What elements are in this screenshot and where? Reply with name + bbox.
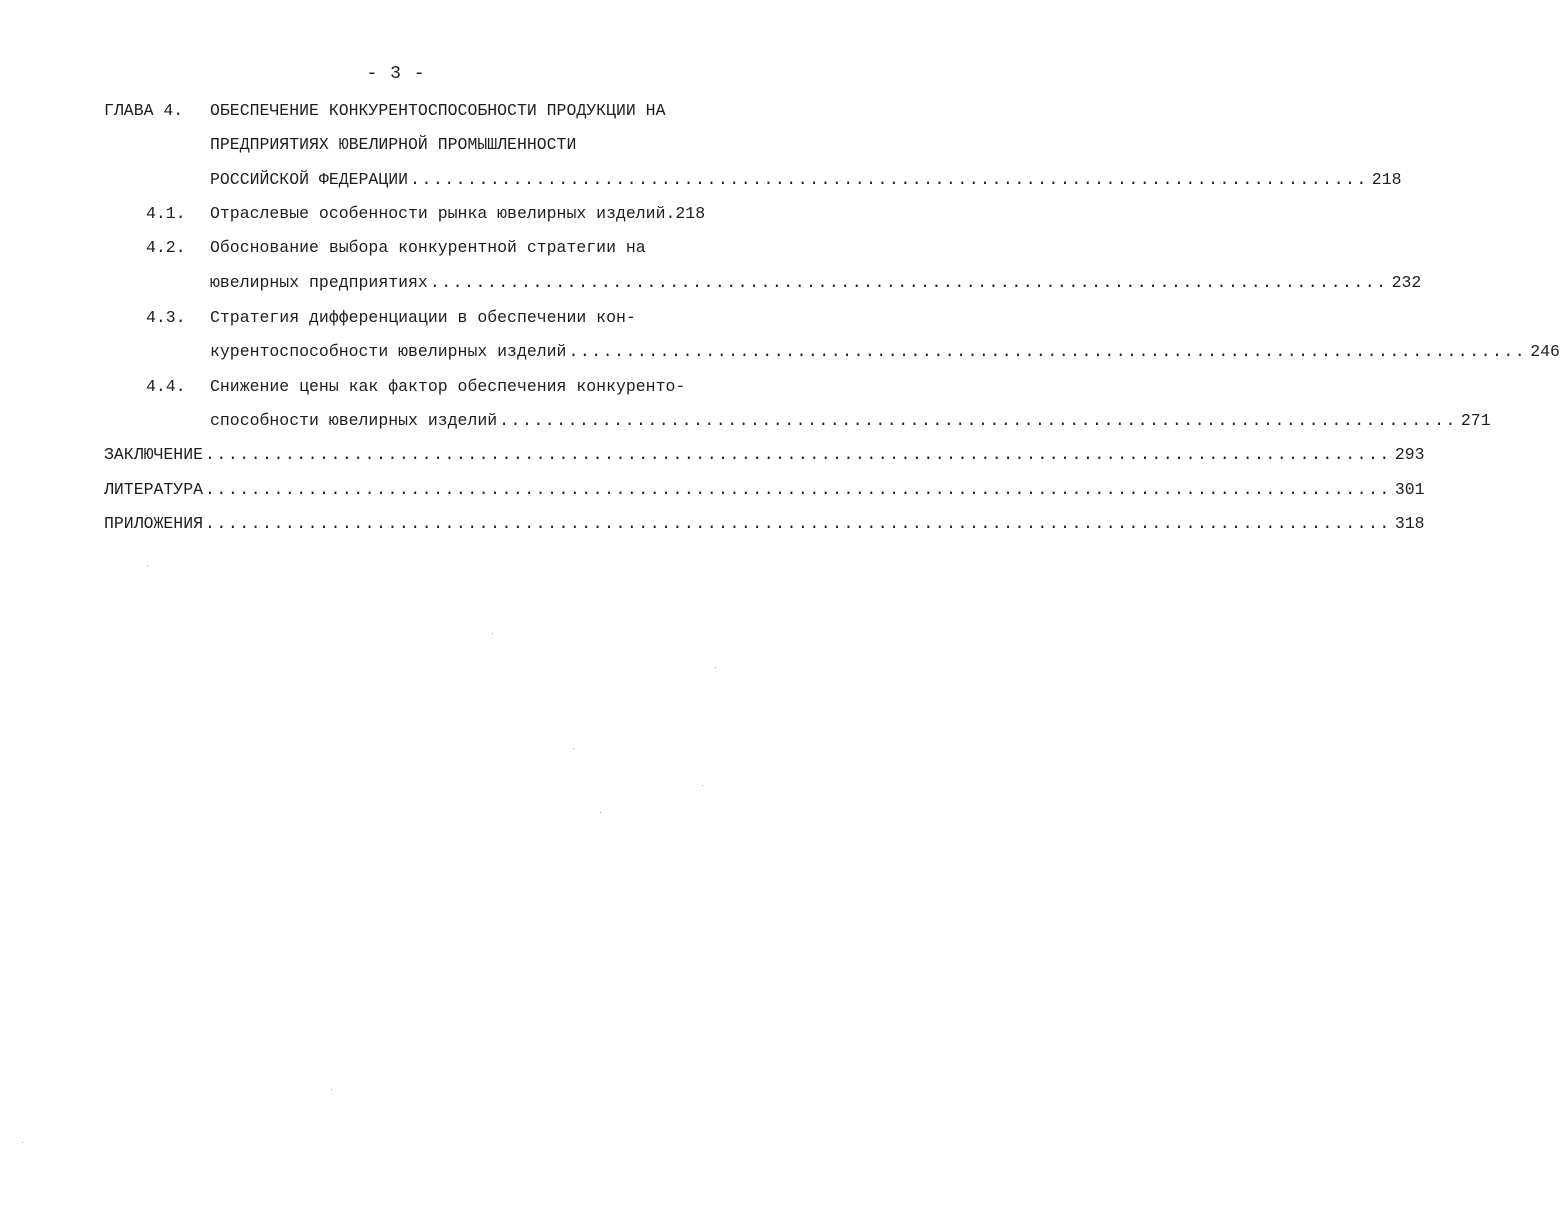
scan-speck: [147, 565, 148, 566]
back-matter-page: 301: [1394, 480, 1425, 499]
section-page: 218: [675, 204, 706, 223]
scan-speck: [331, 1089, 332, 1090]
toc-row-conclusion: [104, 441, 1425, 469]
section-page: 271: [1460, 411, 1491, 430]
back-matter-label: ЗАКЛЮЧЕНИЕ: [104, 445, 204, 464]
section-toc-row: [210, 407, 1491, 435]
dot-leader: ........................................................................................................: [205, 480, 1391, 499]
dot-leader: ....................................................................................: [410, 170, 1368, 189]
chapter-title-line-3: РОССИЙСКОЙ ФЕДЕРАЦИИ: [210, 170, 409, 189]
chapter-title-line-1: ОБЕСПЕЧЕНИЕ КОНКУРЕНТОСПОСОБНОСТИ ПРОДУКЦИИ НА: [210, 101, 666, 120]
scan-speck: [573, 748, 574, 749]
dot-leader: ....................................................................................: [568, 342, 1527, 361]
section-title: Отраслевые особенности рынка ювелирных изделий.: [210, 204, 676, 223]
section-title-line-2: ювелирных предприятиях: [210, 273, 428, 292]
dot-leader: ........................................................................................................: [205, 445, 1391, 464]
back-matter-page: 293: [1394, 445, 1425, 464]
section-number: 4.2.: [146, 238, 186, 257]
chapter-title-line-2: ПРЕДПРИЯТИЯХ ЮВЕЛИРНОЙ ПРОМЫШЛЕННОСТИ: [210, 135, 577, 154]
section-title-line-2: курентоспособности ювелирных изделий: [210, 342, 567, 361]
section-title-line-1: Обоснование выбора конкурентной стратегии на: [210, 238, 646, 257]
back-matter-label: ПРИЛОЖЕНИЯ: [104, 514, 204, 533]
section-toc-row: [210, 338, 1560, 366]
section-toc-row: [210, 269, 1422, 297]
section-number: 4.3.: [146, 308, 186, 327]
chapter-label: ГЛАВА 4.: [104, 101, 184, 120]
page-number: - 3 -: [366, 64, 426, 84]
chapter-page: 218: [1371, 170, 1402, 189]
scan-speck: [22, 1142, 23, 1143]
chapter-toc-row: [210, 166, 1402, 194]
section-title-line-2: способности ювелирных изделий: [210, 411, 498, 430]
dot-leader: ....................................................................................: [429, 273, 1388, 292]
section-number: 4.4.: [146, 377, 186, 396]
back-matter-label: ЛИТЕРАТУРА: [104, 480, 204, 499]
section-page: 232: [1391, 273, 1422, 292]
scan-speck: [702, 785, 703, 786]
scan-speck: [492, 633, 493, 634]
section-title-line-1: Стратегия дифференциации в обеспечении кон-: [210, 308, 636, 327]
section-page: 246: [1530, 342, 1560, 361]
toc-row-literature: [104, 476, 1425, 504]
section-number: 4.1.: [146, 204, 186, 223]
section-title-line-1: Снижение цены как фактор обеспечения конкуренто-: [210, 377, 686, 396]
dot-leader: ........................................................................................................: [205, 514, 1391, 533]
scan-speck: [600, 812, 601, 813]
back-matter-page: 318: [1394, 514, 1425, 533]
dot-leader: ....................................................................................: [499, 411, 1457, 430]
section-toc-row: [210, 200, 730, 228]
toc-row-appendices: [104, 510, 1425, 538]
scan-speck: [715, 667, 716, 668]
